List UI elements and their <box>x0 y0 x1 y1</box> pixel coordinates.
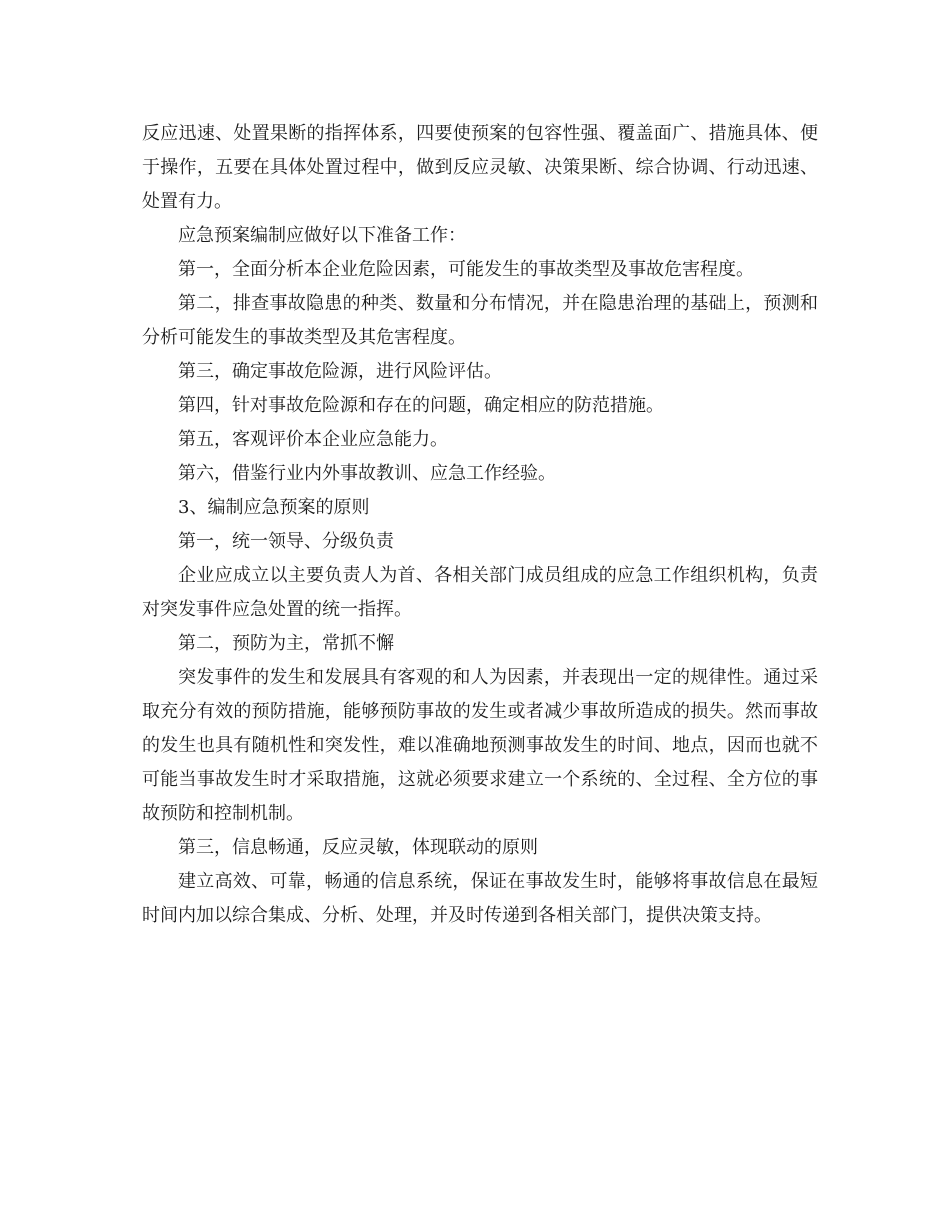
paragraph-preparation-intro: 应急预案编制应做好以下准备工作： <box>178 225 466 246</box>
paragraph-prep-item-2: 第二，排查事故隐患的种类、数量和分布情况，并在隐患治理的基础上，预测和分析可能发生的事故类型及其危害程度。 <box>142 293 818 348</box>
paragraph-continuation: 反应迅速、处置果断的指挥体系，四要使预案的包容性强、覆盖面广、措施具体、便于操作，五要在具体处置过程中，做到反应灵敏、决策果断、综合协调、行动迅速、处置有力。 <box>142 123 818 212</box>
paragraph-prep-item-1: 第一，全面分析本企业危险因素，可能发生的事故类型及事故危害程度。 <box>178 259 754 280</box>
principle-2-heading: 第二，预防为主，常抓不懈 <box>178 633 394 654</box>
paragraph-prep-item-6: 第六，借鉴行业内外事故教训、应急工作经验。 <box>178 463 556 484</box>
paragraph-prep-item-5: 第五，客观评价本企业应急能力。 <box>178 429 448 450</box>
paragraph-prep-item-3: 第三，确定事故危险源，进行风险评估。 <box>178 361 502 382</box>
principle-2-body: 突发事件的发生和发展具有客观的和人为因素，并表现出一定的规律性。通过采取充分有效的预防措施，能够预防事故的发生或者减少事故所造成的损失。然而事故的发生也具有随机性和突发性，难以准确地预测事故发生的时间、地点，因而也就不可能当事故发生时才采取措施，这就必须要求建立一个系统的、全过程、全方位的事故预防和控制机制。 <box>142 667 818 824</box>
principle-3-body: 建立高效、可靠，畅通的信息系统，保证在事故发生时，能够将事故信息在最短时间内加以综合集成、分析、处理，并及时传递到各相关部门，提供决策支持。 <box>142 871 818 926</box>
paragraph-prep-item-4: 第四，针对事故危险源和存在的问题，确定相应的防范措施。 <box>178 395 664 416</box>
document-body <box>142 117 818 933</box>
principle-3-heading: 第三，信息畅通，反应灵敏，体现联动的原则 <box>178 837 538 858</box>
section-heading-principles: 3、编制应急预案的原则 <box>178 497 370 518</box>
principle-1-body: 企业应成立以主要负责人为首、各相关部门成员组成的应急工作组织机构，负责对突发事件应急处置的统一指挥。 <box>142 565 818 620</box>
principle-1-heading: 第一，统一领导、分级负责 <box>178 531 394 552</box>
